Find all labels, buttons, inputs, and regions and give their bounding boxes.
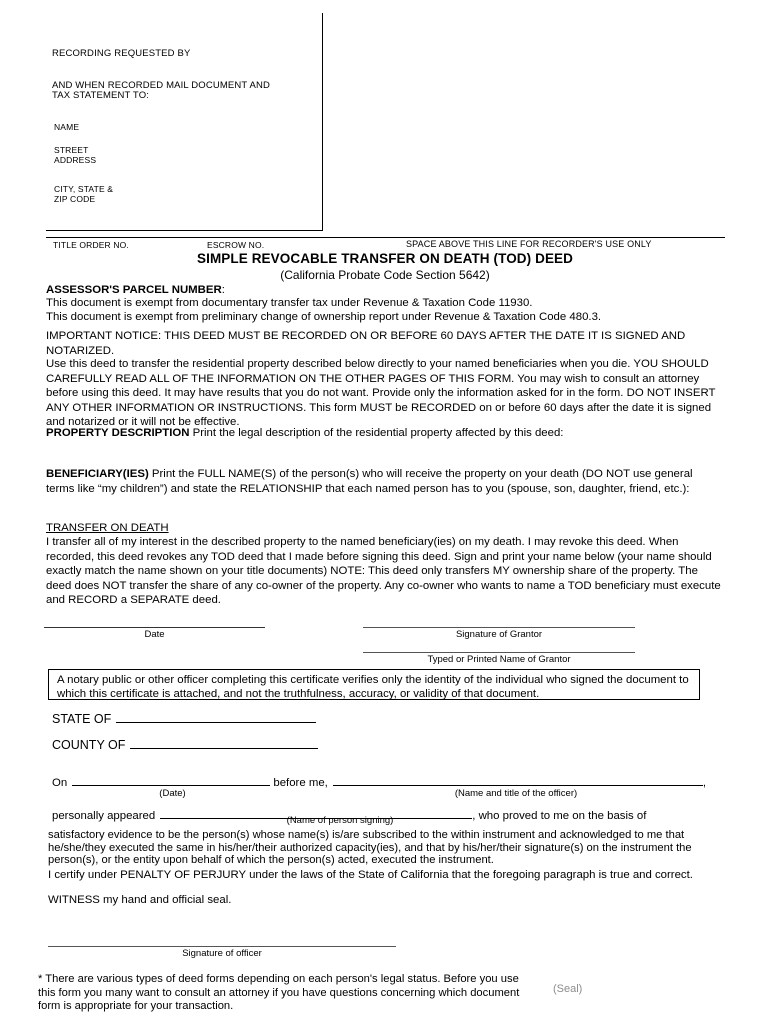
- state-of-label: STATE OF: [52, 712, 112, 726]
- zip-code-field-label: ZIP CODE: [54, 194, 96, 204]
- before-me-label: before me,: [273, 777, 328, 789]
- mail-document-label-line1: AND WHEN RECORDED MAIL DOCUMENT AND: [52, 80, 270, 91]
- city-state-field-label: CITY, STATE &: [54, 184, 114, 194]
- grantor-typed-name-rule[interactable]: [363, 652, 635, 653]
- beneficiaries-instructions: Print the FULL NAME(S) of the person(s) who will receive the property on your death (DO NOT use general terms like “my children”) and state the RELATIONSHIP that each named person has to you (spouse, son, daughter, friend, etc.):: [46, 468, 693, 495]
- property-description-instructions: Print the legal description of the residential property affected by this deed:: [189, 427, 564, 439]
- name-field-label: NAME: [54, 122, 80, 132]
- recording-vertical-divider: [322, 13, 323, 231]
- recording-requested-by-label: RECORDING REQUESTED BY: [52, 48, 191, 59]
- space-above-line-notice: SPACE ABOVE THIS LINE FOR RECORDER'S USE ONLY: [406, 239, 652, 249]
- person-signing-caption: (Name of person signing): [286, 815, 394, 826]
- assessors-parcel-number-colon: :: [221, 284, 225, 296]
- title-order-no-label: TITLE ORDER NO.: [53, 240, 129, 250]
- document-subtitle: (California Probate Code Section 5642): [280, 268, 490, 282]
- property-description-label: PROPERTY DESCRIPTION: [46, 427, 190, 439]
- deed-forms-footnote: * There are various types of deed forms depending on each person's legal status. Before you use this form you many want to consult an attorney if you have questions concerning which document form is appropriate for your transaction.: [38, 973, 520, 1012]
- transfer-on-death-heading-text: TRANSFER ON DEATH: [46, 522, 169, 534]
- satisfactory-evidence-text: satisfactory evidence to be the person(s) whose name(s) is/are subscribed to the within instrument and acknowledged to me that he/she/they executed the same in his/her/their authorized capacity(ies), and that by his/her/their signature(s) on the instrument the person(s), or the entity upon behalf of which the person(s) acted, executed the instrument.: [48, 829, 692, 867]
- officer-signature-rule[interactable]: [48, 946, 396, 947]
- signature-of-grantor-caption: Signature of Grantor: [455, 629, 543, 640]
- notary-date-input[interactable]: [72, 774, 270, 786]
- notary-disclosure-box: A notary public or other officer completing this certificate verifies only the identity of the individual who signed the document to which this certificate is attached, and not the truthfulness, accuracy, or validity of that document.: [48, 669, 700, 700]
- document-title: SIMPLE REVOCABLE TRANSFER ON DEATH (TOD) DEED: [196, 251, 573, 266]
- beneficiaries-label: BENEFICIARY(IES): [46, 468, 149, 480]
- seal-placeholder: (Seal): [553, 983, 583, 995]
- witness-hand-and-seal-text: WITNESS my hand and official seal.: [48, 894, 232, 906]
- notary-date-caption: (Date): [159, 788, 186, 799]
- penalty-of-perjury-text: I certify under PENALTY OF PERJURY under the laws of the State of California that the foregoing paragraph is true and correct.: [48, 869, 693, 881]
- grantor-signature-rule[interactable]: [363, 627, 635, 628]
- use-this-deed-text: Use this deed to transfer the residential property described below directly to your named beneficiaries when you die. YOU SHOULD CAREFULLY READ ALL OF THE INFORMATION ON THE OTHER PAGES OF THIS FORM. You may wish to consult an attorney before using this deed. It may have results that you do not want. Provide only the information asked for in the form. DO NOT INSERT ANY OTHER INFORMATION OR INSTRUCTIONS. This form MUST be RECORDED on or before 60 days after the date it is signed and notarized or it will not be effective.: [46, 358, 716, 429]
- date-caption: Date: [144, 629, 165, 640]
- street-field-label: STREET: [54, 145, 89, 155]
- county-of-row: [52, 737, 318, 752]
- officer-name-input[interactable]: [333, 774, 703, 786]
- transfer-on-death-heading: [46, 521, 724, 536]
- date-signature-rule[interactable]: [44, 627, 265, 628]
- state-of-row: [52, 711, 316, 726]
- recording-bottom-rule: [46, 237, 725, 238]
- beneficiaries-line: [46, 467, 724, 496]
- assessors-parcel-number-label: ASSESSOR'S PARCEL NUMBER: [46, 284, 222, 296]
- exempt-pcor-text: This document is exempt from preliminary change of ownership report under Revenue & Taxation Code 480.3.: [46, 311, 602, 323]
- exempt-transfer-tax-text: This document is exempt from documentary transfer tax under Revenue & Taxation Code 11930.: [46, 297, 533, 309]
- officer-name-title-caption: (Name and title of the officer): [454, 788, 578, 799]
- mail-document-label-line2: TAX STATEMENT TO:: [52, 90, 150, 101]
- recording-left-rule: [46, 230, 322, 231]
- on-label: On: [52, 777, 68, 789]
- county-of-input[interactable]: [130, 737, 318, 749]
- property-description-line: [46, 426, 724, 441]
- personally-appeared-label: personally appeared: [52, 810, 156, 822]
- signature-of-officer-caption: Signature of officer: [182, 948, 262, 959]
- address-field-label: ADDRESS: [54, 155, 97, 165]
- important-notice-text: IMPORTANT NOTICE: THIS DEED MUST BE RECORDED ON OR BEFORE 60 DAYS AFTER THE DATE IT IS SIGNED AND NOTARIZED.: [46, 330, 686, 357]
- typed-name-of-grantor-caption: Typed or Printed Name of Grantor: [427, 654, 571, 665]
- officer-comma: ,: [702, 777, 706, 789]
- recording-request-block: [0, 0, 770, 250]
- who-proved-text: , who proved to me on the basis of: [472, 810, 647, 822]
- county-of-label: COUNTY OF: [52, 738, 126, 752]
- escrow-no-label: ESCROW NO.: [207, 240, 265, 250]
- transfer-on-death-body-text: I transfer all of my interest in the described property to the named beneficiary(ies) on my death. I may revoke this deed. When recorded, this deed revokes any TOD deed that I made before signing this deed. Sign and print your name below (your name should exactly match the name shown on your title documents) NOTE: This deed only transfers MY ownership share of the property. The deed does NOT transfer the share of any co-owner of the property. Any co-owner who wants to name a TOD beneficiary must execute and RECORD a SEPARATE deed.: [46, 536, 721, 607]
- state-of-input[interactable]: [116, 711, 316, 723]
